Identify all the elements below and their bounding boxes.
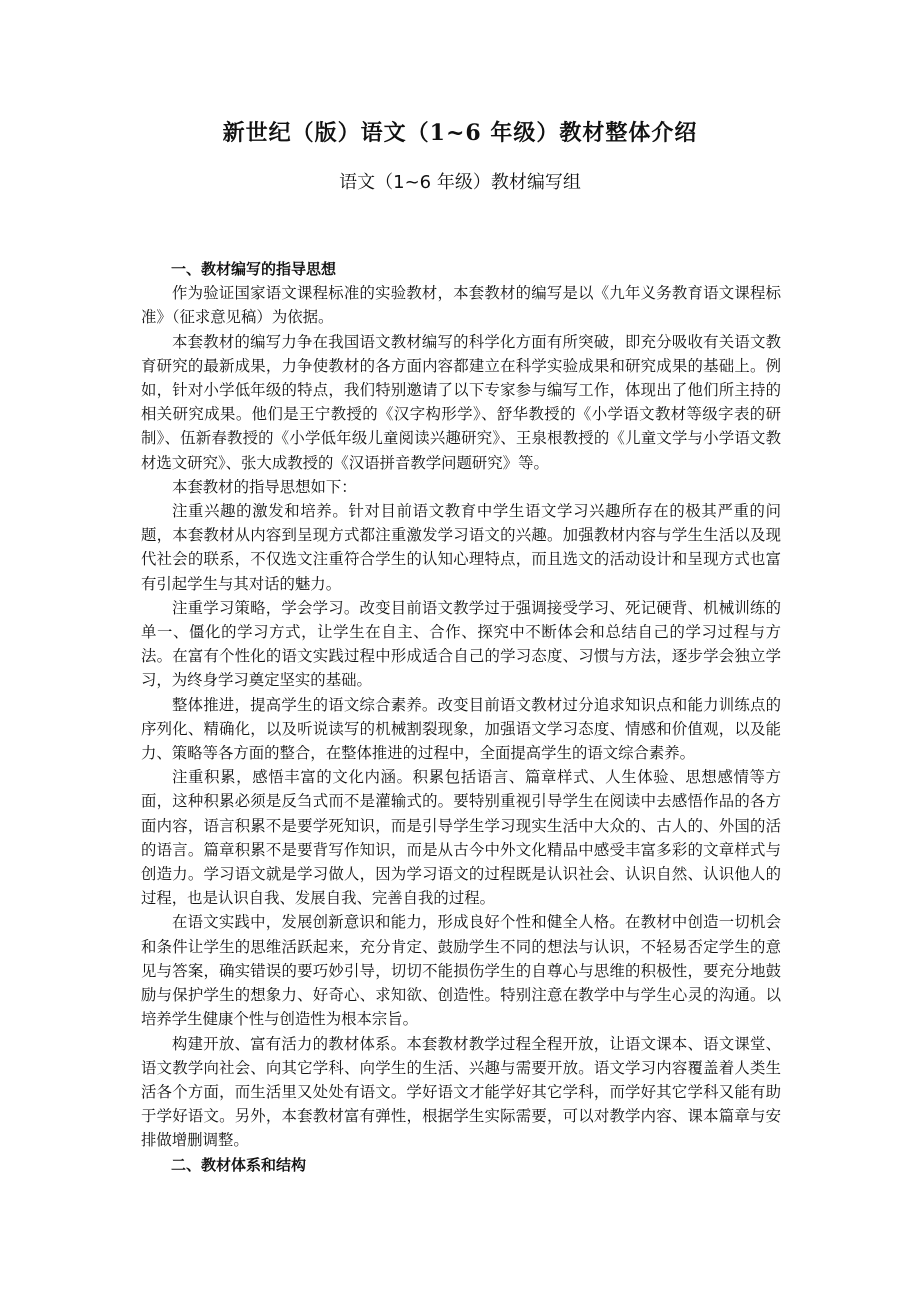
- paragraph-overall-literacy: 整体推进，提高学生的语文综合素养。改变目前语文教材过分追求知识点和能力训练点的序列化、精确化，以及听说读写的机械割裂现象，加强语文学习态度、情感和价值观，以及能力、策略等各方面的整合，在整体推进的过程中，全面提高学生的语文综合素养。: [141, 695, 781, 763]
- paragraph-scientific-research: 本套教材的编写力争在我国语文教材编写的科学化方面有所突破，即充分吸收有关语文教育研究的最新成果，力争使教材的各方面内容都建立在科学实验成果和研究成果的基础上。例如，针对小学低年级的特点，我们特别邀请了以下专家参与编写工作，体现出了他们所主持的相关研究成果。他们是王宁教授的《汉字构形学》、舒华教授的《小学语文教材等级字表的研制》、伍新春教授的《小学低年级儿童阅读兴趣研究》、王泉根教授的《儿童文学与小学语文教材选文研究》、张大成教授的《汉语拼音教学问题研究》等。: [141, 332, 781, 472]
- document-body: [141, 257, 781, 1177]
- paragraph-open-system: 构建开放、富有活力的教材体系。本套教材教学过程全程开放，让语文课本、语文课堂、语文教学向社会、向其它学科、向学生的生活、兴趣与需要开放。语文学习内容覆盖着人类生活各个方面，而生活里又处处有语文。学好语文才能学好其它学科，而学好其它学科又能有助于学好语文。另外，本套教材富有弹性，根据学生实际需要，可以对教学内容、课本篇章与安排做增删调整。: [141, 1034, 781, 1150]
- paragraph-curriculum-basis: 作为验证国家语文课程标准的实验教材，本套教材的编写是以《九年义务教育语文课程标准》（征求意见稿）为依据。: [141, 284, 781, 327]
- document-subtitle: 语文（1~6 年级）教材编写组: [339, 172, 581, 193]
- paragraph-learning-strategy: 注重学习策略，学会学习。改变目前语文教学过于强调接受学习、死记硬背、机械训练的单一、僵化的学习方式，让学生在自主、合作、探究中不断体会和总结自己的学习过程与方法。在富有个性化的语文实践过程中形成适合自己的学习态度、习惯与方法，逐步学会独立学习，为终身学习奠定坚实的基础。: [141, 598, 781, 690]
- section-heading-system-structure: 二、教材体系和结构: [171, 1155, 307, 1174]
- paragraph-accumulation: 注重积累，感悟丰富的文化内涵。积累包括语言、篇章样式、人生体验、思想感情等方面，这种积累必须是反刍式而不是灌输式的。要特别重视引导学生在阅读中去感悟作品的各方面内容，语言积累不是要学死知识，而是引导学生学习现实生活中大众的、古人的、外国的活的语言。篇章积累不是要背写作知识，而是从古今中外文化精品中感受丰富多彩的文章样式与创造力。学习语文就是学习做人，因为学习语文的过程既是认识社会、认识自然、认识他人的过程，也是认识自我、发展自我、完善自我的过程。: [141, 768, 781, 908]
- section-heading-guiding-ideology: 一、教材编写的指导思想: [171, 260, 337, 278]
- paragraph-guiding-intro: 本套教材的指导思想如下：: [172, 477, 357, 496]
- paragraph-innovation: 在语文实践中，发展创新意识和能力，形成良好个性和健全人格。在教材中创造一切机会和条件让学生的思维活跃起来，充分肯定、鼓励学生不同的想法与认识，不轻易否定学生的意见与答案，确实错误的要巧妙引导，切切不能损伤学生的自尊心与思维的积极性，要充分地鼓励与保护学生的想象力、好奇心、求知欲、创造性。特别注意在教学中与学生心灵的沟通。以培养学生健康个性与创造性为根本宗旨。: [141, 913, 781, 1029]
- document-title: 新世纪（版）语文（1~6 年级）教材整体介绍: [222, 120, 698, 146]
- paragraph-interest: 注重兴趣的激发和培养。针对目前语文教育中学生语文学习兴趣所存在的极其严重的问题，本套教材从内容到呈现方式都注重激发学习语文的兴趣。加强教材内容与学生生活以及现代社会的联系，不仅选文注重符合学生的认知心理特点，而且选文的活动设计和呈现方式也富有引起学生与其对话的魅力。: [141, 502, 781, 593]
